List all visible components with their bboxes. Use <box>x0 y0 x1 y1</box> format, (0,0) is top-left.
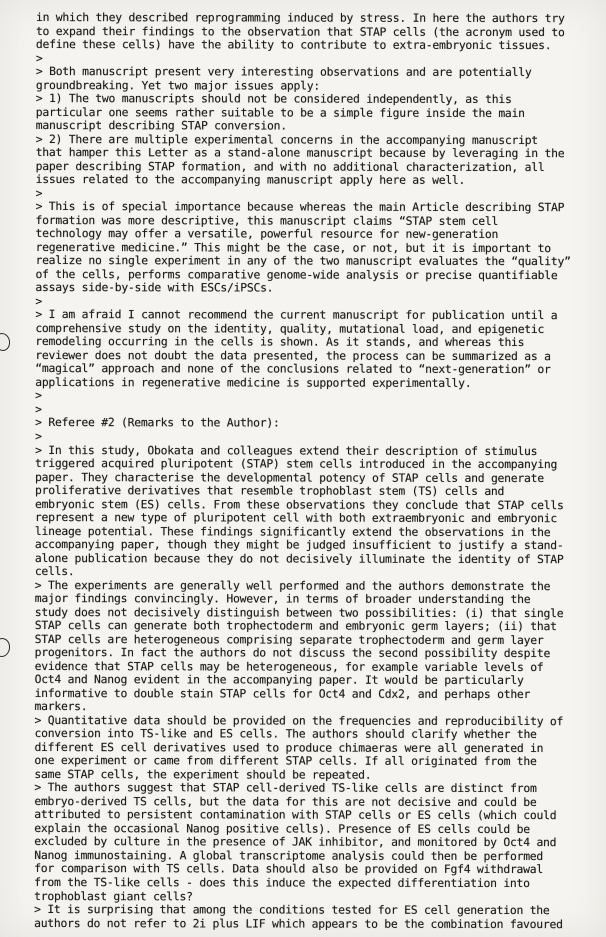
document-line: triggered acquired pluripotent (STAP) stem cells introduced in the accompanying <box>35 456 558 472</box>
document-line: informative to double stain STAP cells for Oct4 and Cdx2, and perhaps other <box>34 685 531 701</box>
document-line: of the cells, performs comparative genome-wide analysis or precise quantifiable <box>35 266 558 282</box>
document-line: embryo-derived TS cells, but the data for this are not decisive and could be <box>34 793 537 809</box>
document-text-block <box>34 11 600 931</box>
document-line: lineage potential. These findings significantly extend the observations in the <box>34 523 551 539</box>
document-line: conversion into TS-like and ES cells. The authors should clarify whether the <box>34 726 537 742</box>
document-line: STAP cells can generate both trophectoderm and embryonic germ layers; (ii) that <box>34 618 557 634</box>
document-line: > 1) The two manuscripts should not be considered independently, as this <box>35 91 512 107</box>
document-line: > <box>35 293 43 308</box>
document-line: comprehensive study on the identity, quality, mutational load, and epigenetic <box>35 320 545 336</box>
document-line: > <box>35 428 42 443</box>
document-line: > This is of special importance because whereas the main Article describing STAP <box>35 199 565 215</box>
document-line: > The authors suggest that STAP cell-derived TS-like cells are distinct from <box>34 780 537 796</box>
document-line: evidence that STAP cells may be heterogeneous, for example variable levels of <box>34 658 544 674</box>
document-line: paper. They characterise the developmental potency of STAP cells and generate <box>35 469 544 485</box>
document-line: cells. <box>34 564 75 579</box>
document-line: > Both manuscript present very interesting observations and are potentially <box>35 64 532 80</box>
document-line: particular one seems rather suitable to be a simple figure inside the main <box>35 104 525 120</box>
document-line: > 2) There are multiple experimental concerns in the accompanying manuscript <box>35 131 538 147</box>
document-line: regenerative medicine.” This might be the case, or not, but it is important to <box>35 239 551 255</box>
document-line: issues related to the accompanying manuscript apply here as well. <box>35 172 466 188</box>
document-line: formation was more descriptive, this manuscript claims “STAP stem cell <box>35 212 499 228</box>
document-line: study does not decisively distinguish between two possibilities: (i) that single <box>34 604 564 620</box>
document-line: > Referee #2 (Remarks to the Author): <box>35 415 280 430</box>
document-line: manuscript describing STAP conversion. <box>35 118 287 133</box>
document-line: > It is surprising that among the conditions tested for ES cell generation the <box>34 902 550 918</box>
document-line: STAP cells are heterogeneous comprising separate trophectoderm and germ layer <box>34 631 544 647</box>
document-line: > The experiments are generally well performed and the authors demonstrate the <box>34 577 551 593</box>
document-line: technology may offer a versatile, powerful resource for new-generation <box>35 226 499 242</box>
document-line: major findings convincingly. However, in terms of broader understanding the <box>34 591 531 607</box>
margin-circle-mark-lower <box>0 637 11 658</box>
document-line: applications in regenerative medicine is supported experimentally. <box>35 374 472 390</box>
document-line: > <box>35 388 42 403</box>
margin-circle-mark-upper <box>0 332 11 352</box>
document-line: alone publication because they do not decisively illuminate the identity of STAP <box>34 550 564 566</box>
document-line: excluded by culture in the presence of JAK inhibitor, and monitored by Oct4 and <box>34 834 557 850</box>
document-line: trophoblast giant cells? <box>34 888 193 903</box>
document-line: for comparison with TS cells. Data should also be provided on Fgf4 withdrawal <box>34 861 544 877</box>
document-line: define these cells) have the ability to contribute to extra-embryonic tissues. <box>35 37 552 53</box>
document-line: in which they described reprogramming induced by stress. In here the authors try <box>35 10 565 26</box>
document-line: > <box>35 50 43 65</box>
document-line: progenitors. In fact the authors do not discuss the second possibility despite <box>34 645 551 661</box>
document-line: accompanying paper, though they might be judged insufficient to justify a stand- <box>34 537 564 553</box>
document-line: attributed to persistent contamination with STAP cells or ES cells (which could <box>34 807 557 823</box>
document-line: “magical” approach and none of the conclusions related to “next-generation” or <box>35 361 551 377</box>
document-line: to expand their findings to the observation that STAP cells (the acronym used to <box>35 23 565 39</box>
document-line: assays side-by-side with ESCs/iPSCs. <box>35 280 274 295</box>
document-line: represent a new type of pluripotent cell with both extraembryonic and embryonic <box>34 510 557 526</box>
document-line: > <box>35 185 43 200</box>
document-line: realize no single experiment in any of the two manuscript evaluates the “quality” <box>35 253 571 269</box>
document-line: groundbreaking. Yet two major issues apply: <box>35 77 321 93</box>
document-line: > I am afraid I cannot recommend the current manuscript for publication until a <box>35 307 558 323</box>
document-line: markers. <box>34 699 88 714</box>
document-line: paper describing STAP formation, and with no additional characterization, all <box>35 158 545 174</box>
document-line: Oct4 and Nanog evident in the accompanying paper. It would be particularly <box>34 672 524 688</box>
document-line: that hamper this Letter as a stand-alone manuscript because by leveraging in the <box>35 145 565 161</box>
document-line: > Quantitative data should be provided on the frequencies and reproducibility of <box>34 712 564 728</box>
document-line: proliferative derivatives that resemble trophoblast stem (TS) cells and <box>34 483 505 499</box>
document-line: authors do not refer to 2i plus LIF which appears to be the combination favoured <box>34 915 563 931</box>
document-line: > <box>35 401 42 416</box>
document-line: explain the occasional Nanog positive cells). Presence of ES cells could be <box>34 820 530 836</box>
document-line: same STAP cells, the experiment should be repeated. <box>34 766 372 782</box>
document-line: embryonic stem (ES) cells. From these observations they conclude that STAP cells <box>34 496 564 512</box>
document-line: > In this study, Obokata and colleagues extend their description of stimulus <box>35 442 538 458</box>
document-line: different ES cell derivatives used to produce chimaeras were all generated in <box>34 739 544 755</box>
document-line: Nanog immunostaining. A global transcriptome analysis could then be performed <box>34 847 544 864</box>
document-line: remodeling occurring in the cells is shown. As it stands, and whereas this <box>35 334 525 350</box>
document-line: reviewer does not doubt the data presented, the process can be summarized as a <box>35 347 551 363</box>
document-line: from the TS-like cells - does this induce the expected differentiation into <box>34 874 530 891</box>
document-line: one experiment or came from different STAP cells. If all originated from the <box>34 753 537 769</box>
